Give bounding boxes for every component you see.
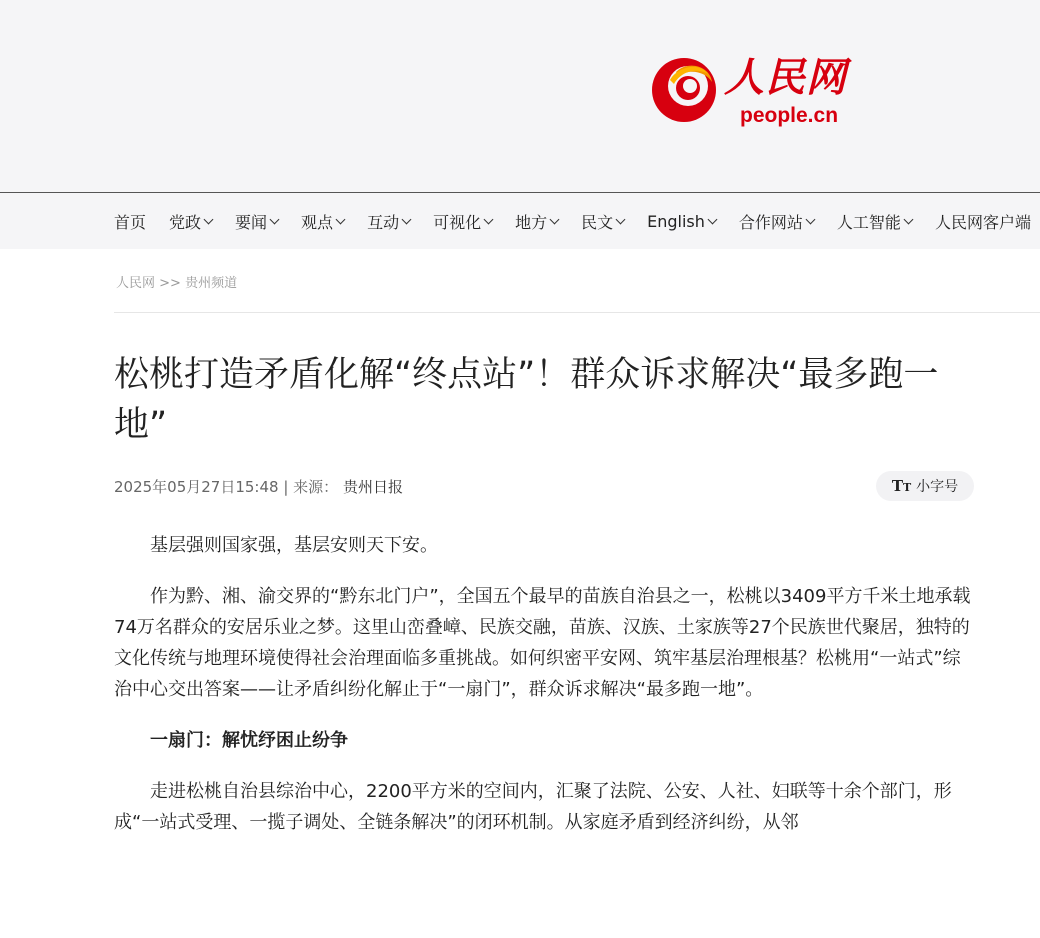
- nav-item-label: 观点: [301, 212, 334, 232]
- chevron-down-icon: [204, 214, 214, 224]
- nav-item[interactable]: [935, 210, 1031, 233]
- site-header: [0, 0, 1040, 193]
- nav-list: [114, 193, 1040, 249]
- nav-item-label: 合作网站: [738, 212, 803, 232]
- article-body: [114, 530, 974, 858]
- breadcrumb: [116, 272, 237, 291]
- chevron-down-icon: [336, 214, 346, 224]
- nav-item-label: 人工智能: [836, 212, 901, 232]
- logo-domain-text: people.cn: [740, 104, 839, 127]
- font-size-label: 小字号: [916, 479, 959, 495]
- nav-item-label: English: [647, 211, 705, 231]
- nav-item-label: 互动: [367, 212, 400, 232]
- nav-item[interactable]: [837, 210, 912, 233]
- chevron-down-icon: [484, 214, 494, 224]
- publish-date: 2025年05月27日15:48: [114, 478, 279, 496]
- article-meta: [114, 476, 403, 497]
- chevron-down-icon: [270, 214, 280, 224]
- source-label: | 来源：: [283, 478, 339, 496]
- breadcrumb-separator: >>: [159, 276, 181, 291]
- article-title: 松桃打造矛盾化解“终点站”！群众诉求解决“最多跑一地”: [114, 355, 939, 445]
- nav-item-label: 民文: [581, 212, 614, 232]
- nav-item[interactable]: [647, 212, 716, 231]
- chevron-down-icon: [707, 214, 717, 224]
- chevron-down-icon: [550, 214, 560, 224]
- divider: [114, 312, 1040, 313]
- text-size-icon: TT: [891, 477, 912, 495]
- source-name: 贵州日报: [342, 478, 403, 496]
- chevron-down-icon: [903, 214, 913, 224]
- nav-item[interactable]: [515, 210, 558, 233]
- nav-item[interactable]: [235, 210, 278, 233]
- chevron-down-icon: [616, 214, 626, 224]
- paragraph: 走进松桃自治县综治中心，2200平方米的空间内，汇聚了法院、公安、人社、妇联等十余个部门，形成“一站式受理、一揽子调处、全链条解决”的闭环机制。从家庭矛盾到经济纠纷，从邻: [114, 781, 952, 833]
- logo-chinese-text: 人民网: [724, 54, 847, 101]
- nav-item[interactable]: [114, 210, 146, 233]
- people-logo-icon: [648, 52, 720, 124]
- chevron-down-icon: [805, 214, 815, 224]
- nav-item-label: 首页: [114, 212, 147, 232]
- breadcrumb-channel[interactable]: 贵州频道: [185, 276, 238, 291]
- nav-item[interactable]: [169, 210, 212, 233]
- nav-item-label: 党政: [169, 212, 202, 232]
- nav-item-label: 要闻: [235, 212, 268, 232]
- nav-item[interactable]: [581, 210, 624, 233]
- nav-item[interactable]: [301, 210, 344, 233]
- nav-item[interactable]: [433, 210, 492, 233]
- nav-item-label: 可视化: [433, 212, 482, 232]
- section-heading: 一扇门：解忧纾困止纷争: [150, 730, 348, 751]
- nav-item[interactable]: [367, 210, 410, 233]
- chevron-down-icon: [402, 214, 412, 224]
- font-size-toggle-button[interactable]: [876, 471, 974, 501]
- nav-item[interactable]: [739, 210, 814, 233]
- paragraph: 基层强则国家强，基层安则天下安。: [150, 535, 438, 556]
- paragraph: 作为黔、湘、渝交界的“黔东北门户”，全国五个最早的苗族自治县之一，松桃以3409平方千米土地承载74万名群众的安居乐业之梦。这里山峦叠嶂、民族交融，苗族、汉族、土家族等27个民族世代聚居，独特的文化传统与地理环境使得社会治理面临多重挑战。如何织密平安网、筑牢基层治理根基？松桃用“一站式”综治中心交出答案——让矛盾纠纷化解止于“一扇门”，群众诉求解决“最多跑一地”。: [114, 586, 971, 700]
- site-logo[interactable]: [648, 48, 863, 132]
- main-nav: [0, 193, 1040, 249]
- nav-item-label: 人民网客户端: [934, 212, 1031, 232]
- breadcrumb-home[interactable]: 人民网: [116, 276, 156, 291]
- nav-item-label: 地方: [515, 212, 548, 232]
